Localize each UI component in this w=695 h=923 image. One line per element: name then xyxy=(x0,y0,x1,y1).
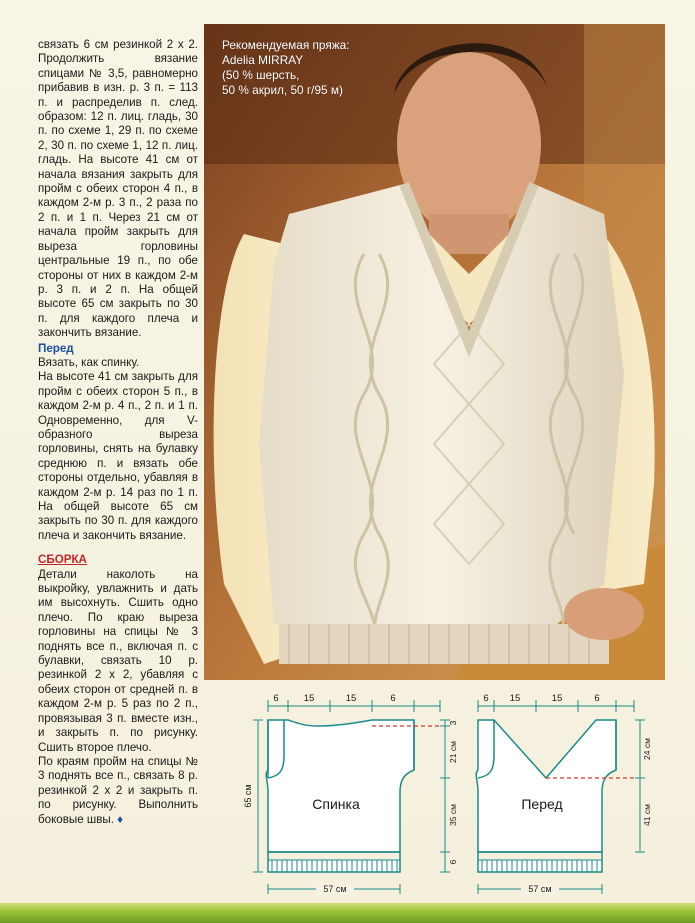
yarn-line-1: Рекомендуемая пряжа: xyxy=(222,38,350,52)
assembly-heading: СБОРКА xyxy=(38,553,87,567)
yarn-line-4: 50 % акрил, 50 г/95 м) xyxy=(222,83,343,97)
back-neck: 3 xyxy=(448,720,458,726)
back-instructions: связать 6 см резинкой 2 х 2. Продолжить вязание спицами № 3,5, равномерно прибавив в изн. р. 3 п. = 113 п. и распределив п. след. образом: 12 п. лиц. гладь, 30 п. по схеме 1, 29 п. по схеме 2, 30 п. по схеме 1, 12 п. лиц. гладь. На высоте 41 см от начала вязания закрыть для пройм с обеих сторон 4 п., в каждом 2-м р. 3 п., 2 раза по 2 п. и 1 п. Через 21 см от начала пройм закрыть для выреза горловины центральные 19 п., по обе стороны от них в каждом 2-м р. 3 п. и 2 п. На общей высоте 65 см закрыть по 30 п. для каждого плеча и закончить вязание. xyxy=(38,38,198,340)
front-piece xyxy=(476,693,652,895)
back-piece xyxy=(243,693,458,895)
back-label: Спинка xyxy=(312,796,360,812)
front-heading: Перед xyxy=(38,341,74,355)
back-top-1: 6 xyxy=(273,693,279,704)
back-width: 57 см xyxy=(323,884,347,894)
back-height: 65 см xyxy=(243,784,253,808)
diagram-svg xyxy=(240,684,660,899)
pattern-diagram xyxy=(240,684,660,899)
front-top-1: 6 xyxy=(483,693,489,704)
front-top-4: 6 xyxy=(594,693,600,704)
assembly-instructions-2-text: По краям пройм на спицы № 3 поднять все п., связать 8 р. резинкой 2 х 2 и закрыть п. по рисунку. Выполнить боковые швы. xyxy=(38,754,198,826)
photo-illustration xyxy=(204,24,665,680)
back-armhole: 21 см xyxy=(448,741,458,763)
front-outline xyxy=(476,720,616,852)
front-width: 57 см xyxy=(528,884,552,894)
front-label: Перед xyxy=(521,796,563,812)
back-top-3: 15 xyxy=(345,693,357,704)
yarn-line-2: Adelia MIRRAY xyxy=(222,53,304,67)
recommended-yarn xyxy=(222,38,349,98)
back-body: 35 см xyxy=(448,804,458,826)
back-rib: 6 xyxy=(448,859,458,865)
instructions-column xyxy=(38,38,198,827)
assembly-instructions-2 xyxy=(38,755,198,827)
model-photo xyxy=(204,24,665,680)
yarn-line-3: (50 % шерсть, xyxy=(222,68,300,82)
front-body: 41 см xyxy=(642,804,652,826)
footer-bar xyxy=(0,903,695,923)
back-top-4: 6 xyxy=(390,693,396,704)
front-top-2: 15 xyxy=(509,693,521,704)
front-instructions-1: Вязать, как спинку. xyxy=(38,355,140,369)
assembly-instructions-1: Детали наколоть на выкройку, увлажнить и дать им высохнуть. Сшить одно плечо. По краю выреза горловины на спицы № 3 поднять все п., включая п. с булавки, связать 10 р. резинкой 2 х 2, убавляя с обеих сторон от средней п. в каждом 2-м р. 5 раз по 2 п., провязывая 3 п. вместе изн., и закрыть п. по рисунку. Сшить второе плечо. xyxy=(38,567,198,754)
end-mark-icon: ♦ xyxy=(117,812,124,826)
front-top-3: 15 xyxy=(551,693,563,704)
back-outline xyxy=(266,720,414,852)
back-top-2: 15 xyxy=(303,693,315,704)
front-instructions-2: На высоте 41 см закрыть для пройм с обеих сторон 5 п., в каждом 2-м р. 4 п., 2 п. и 1 п. Одновременно, для V-образного выреза горловины, снять на булавку среднюю п. и вязать обе стороны отдельно, убавляя в каждом 2-м р. 14 раз по 1 п. На общей высоте 65 см закрыть по 30 п. для каждого плеча и закончить вязание. xyxy=(38,370,198,542)
front-neck-depth: 24 см xyxy=(642,738,652,760)
